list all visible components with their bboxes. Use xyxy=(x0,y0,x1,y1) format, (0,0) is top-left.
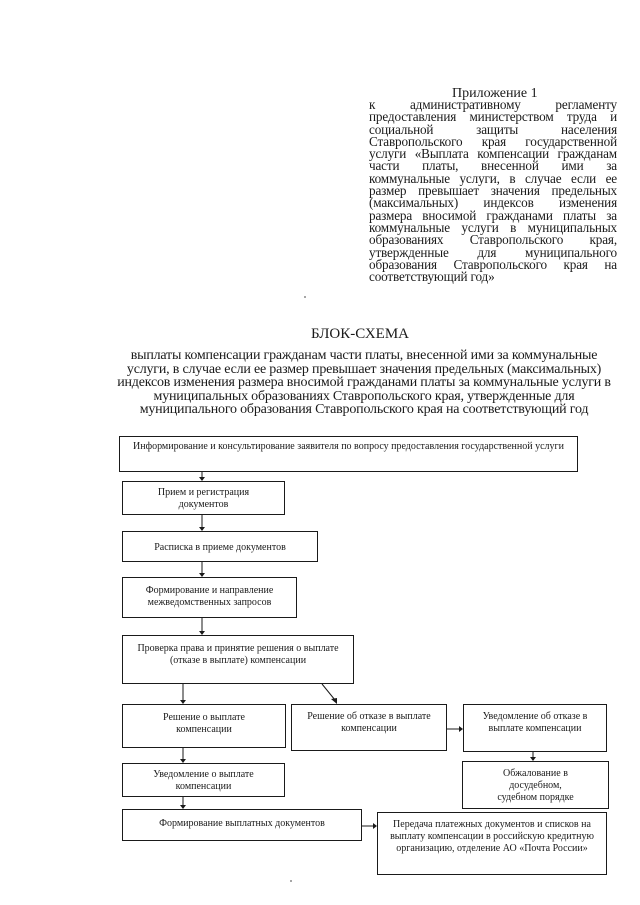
appendix-title: Приложение 1 xyxy=(452,86,538,101)
box-informing-label: Информирование и консультирование заявителя по вопросу предоставления государственной услуги xyxy=(133,441,564,452)
box-reception xyxy=(122,481,285,515)
box-payment-docs-label: Формирование выплатных документов xyxy=(159,818,325,829)
box-transfer xyxy=(377,812,607,875)
box-receipt-label: Расписка в приеме документов xyxy=(154,542,286,553)
box-check-label: Проверка права и принятие решения о выплате (отказе в выплате) компенсации xyxy=(137,643,339,666)
box-requests xyxy=(122,577,297,618)
box-appeal xyxy=(462,761,609,809)
box-appeal-label: Обжалование в досудебном, судебном порядке xyxy=(497,768,574,803)
appendix-text: к административному регламенту предоставления министерством труда и социальной защиты населения Ставропольского края государственной услуги «Выплата компенсации гражданам части платы, внесенной ими за коммунальные услуги, в случае если ее размер превышает значения предельных (максимальных) индексов изменения размера вносимой гражданами платы за коммунальные услуги в муниципальных образованиях Ставропольского края, утвержденные для муниципального образования Ставропольского края на соответствующий год» xyxy=(369,97,617,285)
box-notice-refuse xyxy=(463,704,607,752)
box-receipt xyxy=(122,531,318,562)
box-payment-docs xyxy=(122,809,362,841)
box-notice-pay-label: Уведомление о выплате компенсации xyxy=(153,769,254,792)
scan-speck xyxy=(290,880,292,882)
box-decision-pay-label: Решение о выплате компенсации xyxy=(163,712,245,735)
box-notice-refuse-label: Уведомление об отказе в выплате компенсации xyxy=(482,711,588,734)
arrow-line xyxy=(322,684,335,700)
box-check xyxy=(122,635,354,684)
box-notice-pay xyxy=(122,763,285,797)
box-requests-label: Формирование и направление межведомственных запросов xyxy=(145,585,274,608)
scan-speck xyxy=(304,296,306,298)
box-decision-pay xyxy=(122,704,286,748)
box-decision-refuse-label: Решение об отказе в выплате компенсации xyxy=(307,711,431,734)
box-informing xyxy=(119,436,578,472)
box-reception-label: Прием и регистрация документов xyxy=(157,487,250,510)
scheme-subtitle: выплаты компенсации гражданам части платы, внесенной ими за коммунальные услуги, в случае если ее размер превышает значения предельных (максимальных) индексов изменения размера вносимой гражданами платы за коммунальные услуги в муниципальных образованиях Ставропольского края, утвержденные для муниципального образования Ставропольского края на соответствующий год xyxy=(117,348,611,418)
box-transfer-label: Передача платежных документов и списков на выплату компенсации в российскую кредитную организацию, отделение АО «Почта России» xyxy=(390,819,594,854)
scheme-title: БЛОК-СХЕМА xyxy=(310,326,410,342)
box-decision-refuse xyxy=(291,704,447,751)
